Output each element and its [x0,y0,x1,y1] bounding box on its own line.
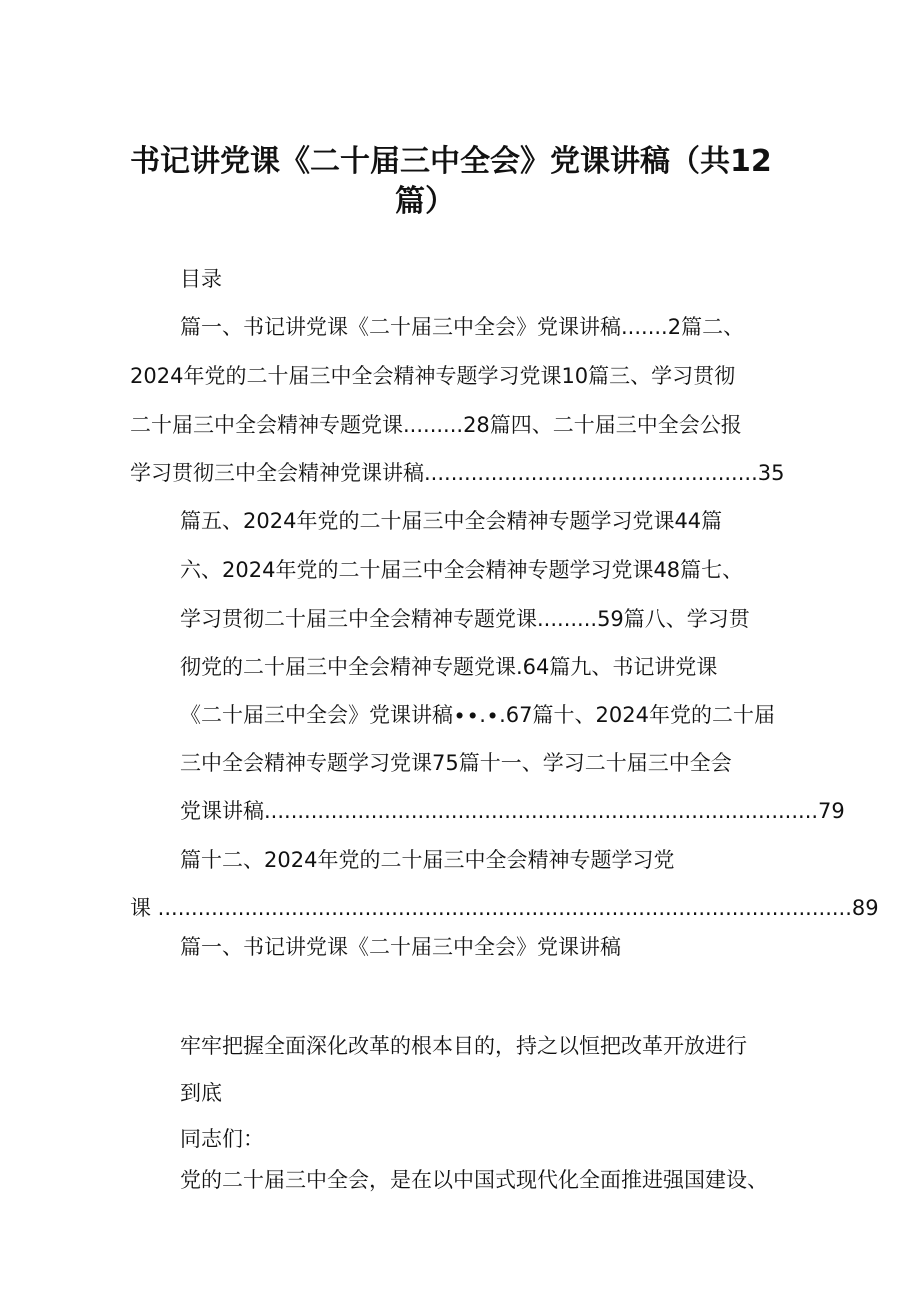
toc-line-7[interactable]: 学习贯彻二十届三中全会精神专题党课.........59篇八、学习贯 [180,607,750,631]
toc-line-4[interactable]: 学习贯彻三中全会精神党课讲稿..................................................35 [130,461,785,485]
body-paragraph-line-1: 党的二十届三中全会，是在以中国式现代化全面推进强国建设、 [180,1168,768,1192]
toc-line-8[interactable]: 彻党的二十届三中全会精神专题党课.64篇九、书记讲党课 [180,655,718,679]
toc-line-11[interactable]: 党课讲稿...................................................................................79 [180,799,845,823]
toc-line-1[interactable]: 篇一、书记讲党课《二十届三中全会》党课讲稿.......2篇二、 [180,315,745,339]
speech-title-line-2: 到底 [180,1081,222,1105]
toc-line-12[interactable]: 篇十二、2024年党的二十届三中全会精神专题学习党 [180,848,675,872]
toc-line-13[interactable]: 课 ........................................................................................................89 [130,896,879,920]
title-line-1: 书记讲党课《二十届三中全会》党课讲稿（共12 [130,144,772,179]
section-heading: 篇一、书记讲党课《二十届三中全会》党课讲稿 [180,935,621,959]
toc-heading: 目录 [180,267,222,291]
toc-line-6[interactable]: 六、2024年党的二十届三中全会精神专题学习党课48篇七、 [180,558,744,582]
title-line-2: 篇） [395,184,455,219]
salutation: 同志们： [180,1127,264,1151]
toc-line-2[interactable]: 2024年党的二十届三中全会精神专题学习党课10篇三、学习贯彻 [130,364,736,388]
toc-line-5[interactable]: 篇五、2024年党的二十届三中全会精神专题学习党课44篇 [180,509,723,533]
toc-line-10[interactable]: 三中全会精神专题学习党课75篇十一、学习二十届三中全会 [180,751,732,775]
toc-line-3[interactable]: 二十届三中全会精神专题党课.........28篇四、二十届三中全会公报 [130,413,742,437]
speech-title-line-1: 牢牢把握全面深化改革的根本目的，持之以恒把改革开放进行 [180,1034,747,1058]
toc-line-9[interactable]: 《二十届三中全会》党课讲稿∙∙.∙.67篇十、2024年党的二十届 [180,703,775,727]
